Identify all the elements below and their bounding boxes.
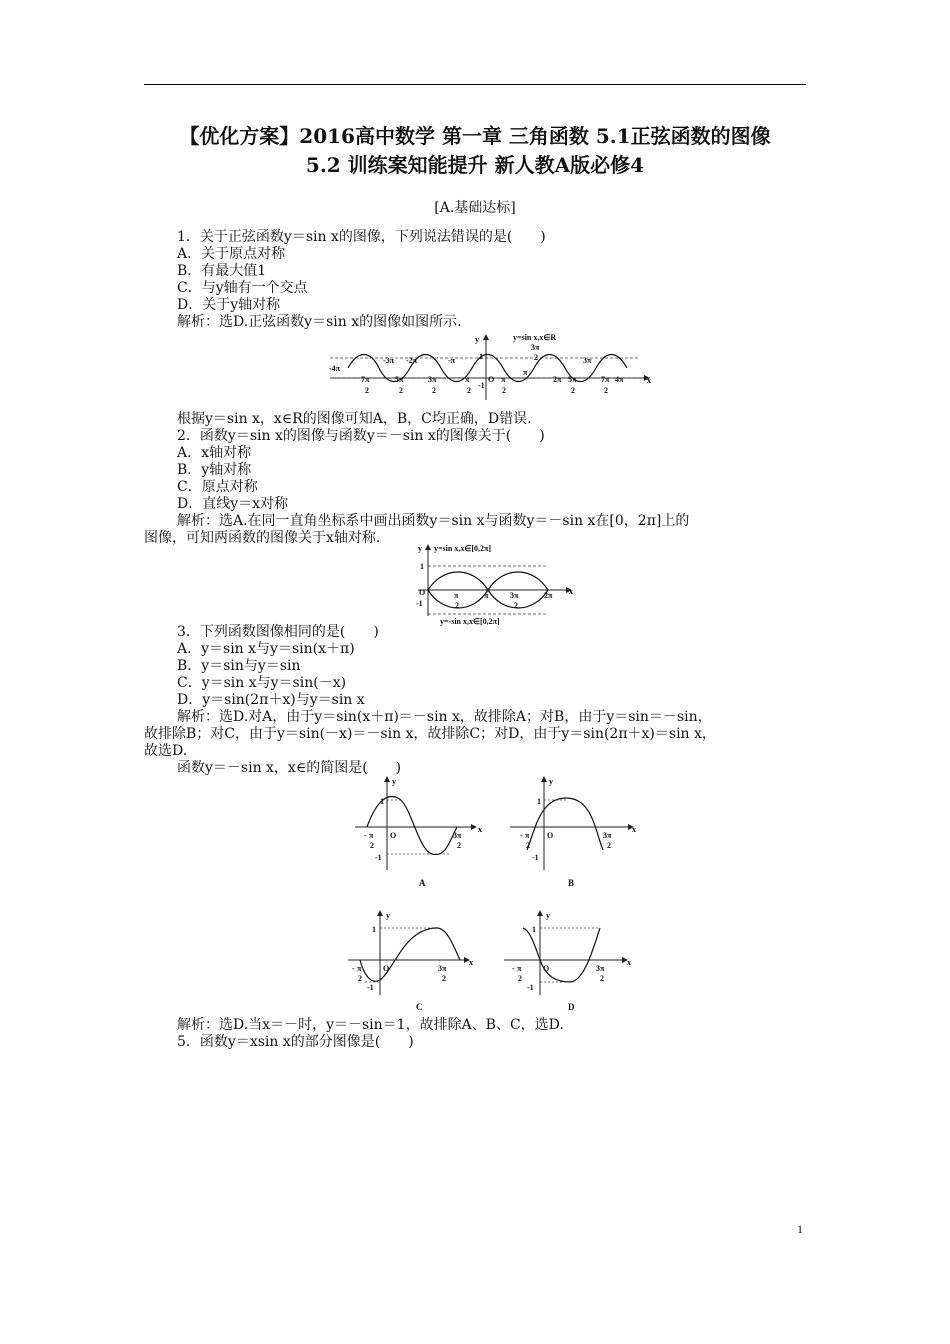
panel-a-x: x <box>478 825 482 834</box>
fig1-den-7: 2 <box>571 386 575 395</box>
fig1-den-8: 2 <box>604 386 608 395</box>
panel-c-x: x <box>469 958 473 967</box>
fig1-den-3: 2 <box>432 386 436 395</box>
fig1-den-6: 2 <box>534 353 538 362</box>
panel-c-half-pi: π <box>357 964 362 973</box>
fig1-one: 1 <box>479 352 483 361</box>
q3-option-b: B．y＝sin与y＝sin <box>177 658 301 674</box>
q3-solution-line-3: 故选D. <box>144 743 188 759</box>
fig1-neg-2pi: -2π <box>406 356 418 365</box>
fig1-tick-neg-3pi2: 3π <box>428 375 437 384</box>
fig1-y-label: y <box>475 335 479 344</box>
panel-b-x: x <box>632 825 636 834</box>
q1-option-b: B．有最大值1 <box>177 263 267 279</box>
panel-a-minus: - <box>364 831 367 840</box>
fig2-tick-2pi: 2π <box>544 591 553 600</box>
panel-c-one: 1 <box>372 925 376 934</box>
fig2-one: 1 <box>420 562 424 571</box>
figure-sine-graph-r <box>325 330 660 403</box>
panel-b-label: B <box>568 878 575 888</box>
fig2-y-label: y <box>418 544 422 553</box>
fig2-neg-one: -1 <box>416 599 423 608</box>
panel-d-half-pi: π <box>517 964 522 973</box>
panel-d-one: 1 <box>532 925 536 934</box>
fig2-legend-bottom: y=-sin x,x∈[0,2π] <box>440 617 500 626</box>
panel-d <box>504 910 631 1012</box>
panel-d-x: x <box>627 958 631 967</box>
question-3: 3．下列函数图像相同的是( ) <box>177 624 379 640</box>
panel-b <box>510 776 636 888</box>
panel-a-y: y <box>392 777 396 786</box>
fig1-tick-7pi2: 7π <box>601 375 610 384</box>
q3-solution-line-1: 解析：选D.对A，由于y＝sin(x＋π)＝－sin x，故排除A；对B，由于y＝sin＝－sin， <box>177 709 712 725</box>
fig1-tick-pi2: π <box>501 375 506 384</box>
fig1-legend: y=sin x,x∈R <box>513 333 557 342</box>
q1-solution: 解析：选D.正弦函数y＝sin x的图像如图所示. <box>177 314 462 330</box>
q1-conclusion: 根据y＝sin x，x∈R的图像可知A，B，C均正确，D错误. <box>177 411 532 427</box>
panel-d-den-1: 2 <box>518 974 522 983</box>
fig1-four-pi: 4π <box>615 375 624 384</box>
fig1-den-5: 2 <box>502 386 506 395</box>
fig2-tick-3pi2: 3π <box>510 591 519 600</box>
panel-a-one: 1 <box>380 797 384 806</box>
panel-a-label: A <box>419 878 426 888</box>
panel-d-neg-one: -1 <box>527 983 534 992</box>
fig1-neg-pi: -π <box>448 356 456 365</box>
page-number: 1 <box>797 1222 803 1236</box>
q2-option-b: B．y轴对称 <box>177 462 252 478</box>
q1-option-d: D．关于y轴对称 <box>177 297 281 313</box>
panel-b-one: 1 <box>537 797 541 806</box>
panel-c-origin: O <box>383 964 390 973</box>
panel-a <box>355 776 482 888</box>
panel-b-neg-one: -1 <box>532 853 539 862</box>
question-1: 1．关于正弦函数y＝sin x的图像，下列说法错误的是( ) <box>177 229 546 245</box>
fig1-den-1: 2 <box>365 386 369 395</box>
panel-a-three-pi: 3π <box>453 831 462 840</box>
header-rule <box>144 84 806 85</box>
fig1-pi: π <box>523 368 528 377</box>
panel-d-origin: O <box>543 964 550 973</box>
fig1-tick-neg-7pi2: 7π <box>361 375 370 384</box>
section-heading: [A.基础达标] <box>434 200 516 216</box>
question-4: 函数y＝－sin x，x∈的简图是( ) <box>177 760 402 776</box>
panel-c-three-pi: 3π <box>438 964 447 973</box>
fig1-tick-neg-5pi2: 5π <box>395 375 404 384</box>
title-line-1: 【优化方案】2016高中数学 第一章 三角函数 5.1正弦函数的图像 <box>179 124 771 148</box>
fig1-tick-neg-pi2: π <box>465 375 470 384</box>
panel-b-minus: - <box>520 831 523 840</box>
fig1-two-pi: 2π <box>553 375 562 384</box>
panel-c-minus: - <box>352 964 355 973</box>
panel-a-den-2: 2 <box>457 841 461 850</box>
figure-sine-vs-negsine <box>412 540 582 628</box>
fig2-tick-pi2: π <box>454 591 459 600</box>
q3-solution-line-2: 故排除B；对C，由于y＝sin(－x)＝－sin x，故排除C；对D，由于y＝sin(2π＋x)＝sin x， <box>144 726 716 742</box>
q3-option-d: D．y＝sin(2π＋x)与y＝sin x <box>177 692 365 708</box>
fig2-origin: O <box>419 588 426 597</box>
fig1-origin: O <box>488 375 495 384</box>
panel-c-y: y <box>386 911 390 920</box>
question-2: 2．函数y＝sin x的图像与函数y＝－sin x的图像关于( ) <box>177 428 545 444</box>
q1-option-c: C．与y轴有一个交点 <box>177 280 308 296</box>
title-line-2: 5.2 训练案知能提升 新人教A版必修4 <box>305 153 645 177</box>
panel-a-den-1: 2 <box>370 841 374 850</box>
panel-b-three-pi: 3π <box>603 831 612 840</box>
panel-c-neg-one: -1 <box>367 983 374 992</box>
q3-option-c: C．y＝sin x与y＝sin(－x) <box>177 675 347 691</box>
panel-c <box>348 910 473 1012</box>
fig1-x-label: x <box>647 376 651 385</box>
fig1-tick-3pi2: 3π <box>531 343 540 352</box>
fig1-neg-3pi: -3π <box>383 356 395 365</box>
panel-c-den-1: 2 <box>358 974 362 983</box>
q3-option-a: A．y＝sin x与y＝sin(x＋π) <box>177 641 355 657</box>
question-5: 5．函数y＝xsin x的部分图像是( ) <box>177 1034 414 1050</box>
fig1-den-4: 2 <box>467 386 471 395</box>
q2-solution-line-2: 图像，可知两函数的图像关于x轴对称. <box>144 530 381 546</box>
panel-c-label: C <box>416 1002 423 1012</box>
figure-option-graphs <box>340 770 640 1018</box>
q2-solution-line-1: 解析：选A.在同一直角坐标系中画出函数y＝sin x与函数y＝－sin x在[0，2π]上的 <box>177 513 690 529</box>
panel-b-y: y <box>549 777 553 786</box>
panel-a-origin: O <box>390 831 397 840</box>
fig1-tick-5pi2: 5π <box>568 375 577 384</box>
panel-b-origin: O <box>547 831 554 840</box>
q2-option-c: C．原点对称 <box>177 479 258 495</box>
panel-b-den-1: 2 <box>526 841 530 850</box>
fig1-neg-4pi: -4π <box>329 364 341 373</box>
fig2-den-1: 2 <box>455 601 459 610</box>
panel-b-den-2: 2 <box>607 841 611 850</box>
fig1-neg-one: -1 <box>478 381 485 390</box>
panel-b-half-pi: π <box>525 831 530 840</box>
fig2-den-2: 2 <box>514 601 518 610</box>
panel-d-label: D <box>568 1002 575 1012</box>
panel-d-minus: - <box>512 964 515 973</box>
panel-a-half-pi: π <box>369 831 374 840</box>
panel-d-three-pi: 3π <box>596 964 605 973</box>
fig1-den-2: 2 <box>399 386 403 395</box>
fig2-x-label: x <box>569 587 573 596</box>
panel-d-y: y <box>546 911 550 920</box>
panel-a-neg-one: -1 <box>375 853 382 862</box>
fig1-three-pi: 3π <box>583 356 592 365</box>
q4-solution: 解析：选D.当x＝－时，y＝－sin＝1，故排除A、B、C，选D. <box>177 1017 564 1033</box>
q1-option-a: A．关于原点对称 <box>177 246 286 262</box>
q2-option-a: A．x轴对称 <box>177 445 252 461</box>
fig2-legend-top: y=sin x,x∈[0,2π] <box>434 544 492 553</box>
panel-c-den-2: 2 <box>442 974 446 983</box>
q2-option-d: D．直线y＝x对称 <box>177 496 289 512</box>
fig2-tick-pi: π <box>484 591 489 600</box>
panel-d-den-2: 2 <box>600 974 604 983</box>
